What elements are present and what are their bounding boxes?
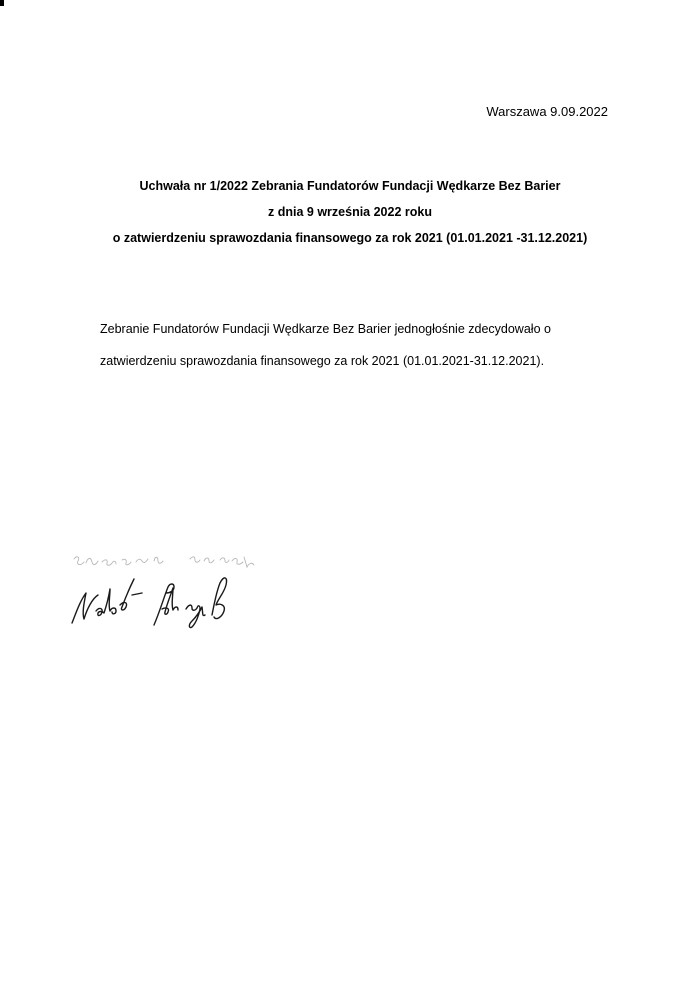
handwritten-signature-image — [62, 545, 282, 635]
resolution-title-line-3: o zatwierdzeniu sprawozdania finansowego za rok 2021 (01.01.2021 -31.12.2021) — [112, 231, 588, 245]
resolution-title-line-2: z dnia 9 września 2022 roku — [268, 205, 432, 219]
signature-area — [62, 545, 282, 635]
resolution-body-line-1: Zebranie Fundatorów Fundacji Wędkarze Bez Barier jednogłośnie zdecydowało o — [100, 322, 551, 336]
place-and-date: Warszawa 9.09.2022 — [486, 104, 608, 119]
scan-corner-mark — [0, 0, 4, 6]
resolution-title — [0, 176, 700, 254]
resolution-title-line-1: Uchwała nr 1/2022 Zebrania Fundatorów Fundacji Wędkarze Bez Barier — [139, 179, 561, 193]
ink-signature — [72, 578, 227, 628]
faint-handwriting — [74, 557, 254, 567]
resolution-body-line-2: zatwierdzeniu sprawozdania finansowego za rok 2021 (01.01.2021-31.12.2021). — [100, 354, 545, 368]
resolution-body — [100, 320, 620, 384]
